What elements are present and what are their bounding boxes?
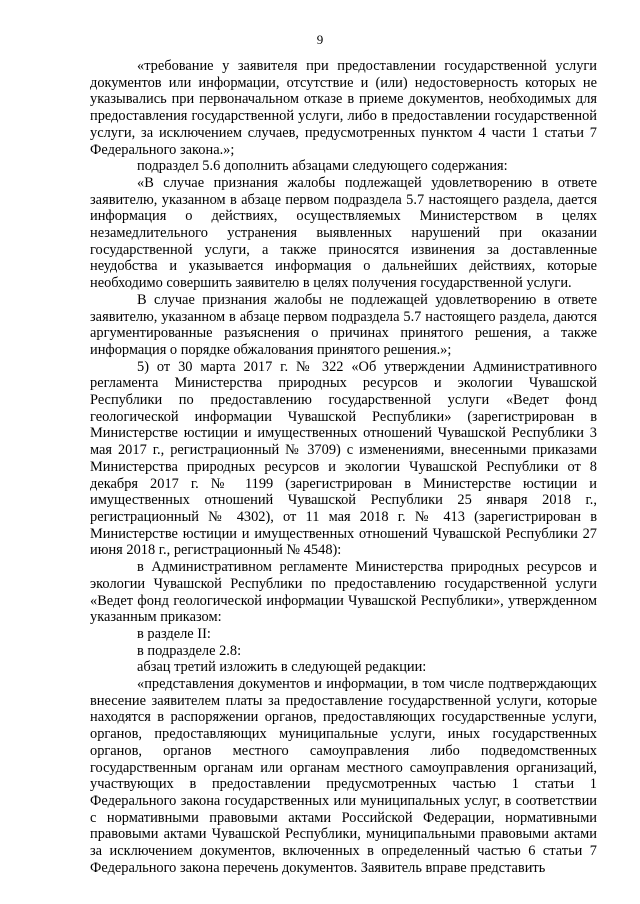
document-body <box>90 58 597 876</box>
paragraph: «представления документов и информации, в том числе подтверждающих внесение заявителем платы за предоставление государственной услуги, которые находятся в распоряжении органов, предоставляющих государственные услуги, органов, предоставляющих муниципальные услуги, иных государственных органов, органов местного самоуправления либо подведомственных государственным органам или органам местного самоуправления организаций, участвующих в предоставлении предусмотренных частью 1 статьи 1 Федерального закона государственных или муниципальных услуг, в соответствии с нормативными правовыми актами Российской Федерации, нормативными правовыми актами Чувашской Республики, муниципальными правовыми актами за исключением документов, включенных в определенный частью 6 статьи 7 Федерального закона перечень документов. Заявитель вправе представить <box>90 676 597 876</box>
paragraph: «В случае признания жалобы подлежащей удовлетворению в ответе заявителю, указанном в абзаце первом подраздела 5.7 настоящего раздела, дается информация о действиях, осуществляемых Министерством в целях незамедлительного устранения выявленных нарушений при оказании государственной услуги, а также приносятся извинения за доставленные неудобства и указывается информация о дальнейших действиях, которые необходимо совершить заявителю в целях получения государственной услуги. <box>90 174 597 292</box>
page-number: 9 <box>316 32 324 47</box>
paragraph: в Административном регламенте Министерства природных ресурсов и экологии Чувашской Республики по предоставлению государственной услуги «Ведет фонд геологической информации Чувашской Республики», утвержденном указанным приказом: <box>90 559 597 626</box>
paragraph: абзац третий изложить в следующей редакции: <box>137 659 427 676</box>
paragraph: в разделе II: <box>137 625 211 642</box>
paragraph: В случае признания жалобы не подлежащей удовлетворению в ответе заявителю, указанном в абзаце первом подраздела 5.7 настоящего раздела, даются аргументированные разъяснения о причинах принятого решения, а также информация о порядке обжалования принятого решения.»; <box>90 291 597 358</box>
paragraph: подраздел 5.6 дополнить абзацами следующего содержания: <box>137 158 508 175</box>
paragraph: в подразделе 2.8: <box>137 642 242 659</box>
paragraph: 5) от 30 марта 2017 г. № 322 «Об утверждении Административного регламента Министерства природных ресурсов и экологии Чувашской Республики по предоставлению государственной услуги «Ведет фонд геологической информации Чувашской Республики» (зарегистрирован в Министерстве юстиции и имущественных отношений Чувашской Республики 3 мая 2017 г., регистрационный № 3709) с изменениями, внесенными приказами Министерства природных ресурсов и экологии Чувашской Республики от 8 декабря 2017 г. № 1199 (зарегистрирован в Министерстве юстиции и имущественных отношений Чувашской Республики 25 января 2018 г., регистрационный № 4302), от 11 мая 2018 г. № 413 (зарегистрирован в Министерстве юстиции и имущественных отношений Чувашской Республики 27 июня 2018 г., регистрационный № 4548): <box>90 358 597 559</box>
paragraph: «требование у заявителя при предоставлении государственной услуги документов или информации, отсутствие и (или) недостоверность которых не указывались при первоначальном отказе в приеме документов, необходимых для предоставления государственной услуги, либо в предоставлении государственной услуги, за исключением случаев, предусмотренных пунктом 4 части 1 статьи 7 Федерального закона.»; <box>90 58 597 158</box>
